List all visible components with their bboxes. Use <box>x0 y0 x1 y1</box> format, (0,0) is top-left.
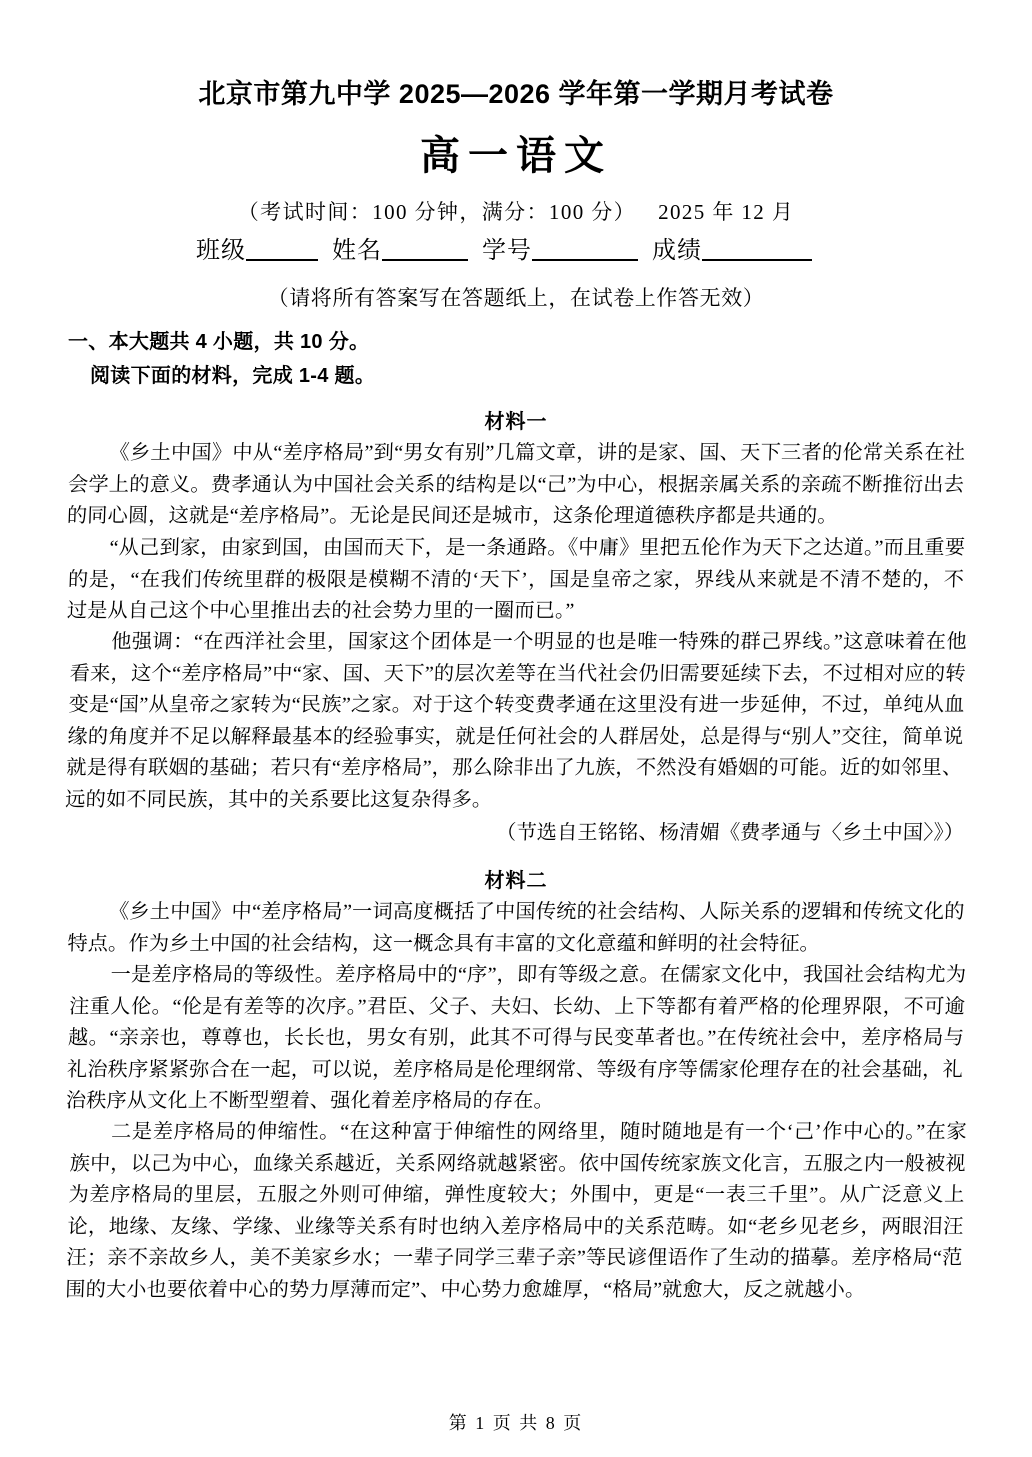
score-field-input[interactable] <box>702 259 812 261</box>
material-one-paragraph: 他强调：“在西洋社会里，国家这个团体是一个明显的也是唯一特殊的群己界线。”这意味着在他看来，这个“差序格局”中“家、国、天下”的层次差等在当代社会仍旧需要延续下去，不过相对应的转变是“国”从皇帝之家转为“民族”之家。对于这个转变费孝通在这里没有进一步延伸，不过，单纯从血缘的角度并不足以解释最基本的经验事实，就是任何社会的人群居处，总是得与“别人”交往，简单说就是得有联姻的基础；若只有“差序格局”，那么除非出了九族，不然没有婚姻的可能。近的如邻里、远的如不同民族，其中的关系要比这复杂得多。 <box>64 631 968 811</box>
page-footer: 第 1 页 共 8 页 <box>448 1413 584 1433</box>
material-two-label: 材料二 <box>484 869 548 892</box>
answer-sheet-notice: （请将所有答案写在答题纸上，在试卷上作答无效） <box>267 286 765 311</box>
name-field-label: 姓名 <box>332 237 382 265</box>
page-title: 北京市第九中学 2025—2026 学年第一学期月考试卷 <box>198 79 834 109</box>
score-field-label: 成绩 <box>652 237 702 265</box>
exam-meta-line <box>68 180 964 226</box>
material-two-paragraph: 《乡土中国》中“差序格局”一词高度概括了中国传统的社会结构、人际关系的逻辑和传统文化的特点。作为乡土中国的社会结构，这一概念具有丰富的文化意蕴和鲜明的社会特征。 <box>67 900 965 955</box>
subject-title: 高一语文 <box>420 133 612 178</box>
material-one-label: 材料一 <box>484 411 548 434</box>
student-id-field-label: 学号 <box>482 237 532 265</box>
material-one-paragraph: 《乡土中国》中从“差序格局”到“男女有别”几篇文章，讲的是家、国、天下三者的伦常关系在社会学上的意义。费孝通认为中国社会关系的结构是以“己”为中心，根据亲属关系的亲疏不断推衍出去的同心圆，这就是“差序格局”。无论是民间还是城市，这条伦理道德秩序都是共通的。 <box>66 442 966 528</box>
exam-duration-and-score: （考试时间：100 分钟，满分：100 分） <box>237 199 637 224</box>
section-one-instruction: 阅读下面的材料，完成 1-4 题。 <box>90 365 376 388</box>
material-one-paragraph: “从己到家，由家到国，由国而天下，是一条通路。《中庸》里把五伦作为天下之达道。”而且重要的是，“在我们传统里群的极限是模糊不清的‘天下’，国是皇帝之家，界线从来就是不清不楚的，不过是从自己这个中心里推出去的社会势力里的一圈而已。” <box>66 536 966 622</box>
class-field-label: 班级 <box>196 237 246 265</box>
student-id-field-input[interactable] <box>532 259 638 261</box>
exam-date: 2025 年 12 月 <box>658 199 795 224</box>
name-field-input[interactable] <box>382 259 468 261</box>
material-two-paragraph: 二是差序格局的伸缩性。“在这种富于伸缩性的网络里，随时随地是有一个‘己’作中心的。”在家族中，以己为中心，血缘关系越近，关系网络就越紧密。依中国传统家族文化言，五服之内一般被视为差序格局的里层，五服之外则可伸缩，弹性度较大；外围中，更是“一表三千里”。从广泛意义上论，地缘、友缘、学缘、业缘等关系有时也纳入差序格局中的关系范畴。如“老乡见老乡，两眼泪汪汪；亲不亲故乡人，美不美家乡水；一辈子同学三辈子亲”等民谚俚语作了生动的描摹。差序格局“范围的大小也要依着中心的势力厚薄而定”、中心势力愈雄厚，“格局”就愈大，反之就越小。 <box>64 1121 968 1301</box>
material-two-paragraph: 一是差序格局的等级性。差序格局中的“序”，即有等级之意。在儒家文化中，我国社会结构尤为注重人伦。“伦是有差等的次序。”君臣、父子、夫妇、长幼、上下等都有着严格的伦理界限，不可逾越。“亲亲也，尊尊也，长长也，男女有别，此其不可得与民变革者也。”在传统社会中，差序格局与礼治秩序紧紧弥合在一起，可以说，差序格局是伦理纲常、等级有序等儒家伦理存在的社会基础，礼治秩序从文化上不断型塑着、强化着差序格局的存在。 <box>65 963 967 1112</box>
class-field-input[interactable] <box>246 259 318 261</box>
section-one-heading: 一、本大题共 4 小题，共 10 分。 <box>68 331 370 354</box>
student-info-fields <box>68 226 964 266</box>
material-one-attribution: （节选自王铭铭、杨清媚《费孝通与〈乡土中国〉》） <box>495 822 965 845</box>
